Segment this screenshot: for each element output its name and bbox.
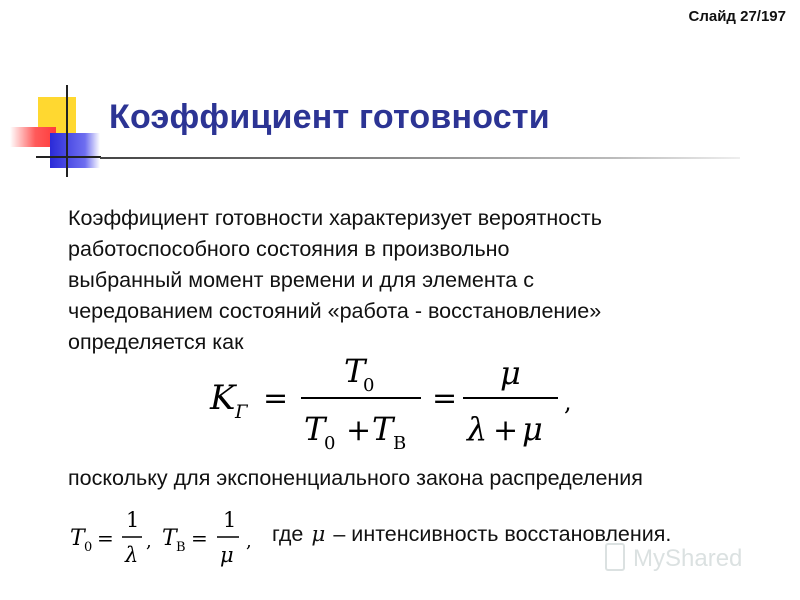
body-line: выбранный момент времени и для элемента с xyxy=(68,268,534,292)
horizontal-line-decoration xyxy=(36,156,101,158)
numerator-one: 1 xyxy=(126,508,140,532)
formula-comma: , xyxy=(564,388,572,416)
formula-equals: = xyxy=(432,381,458,416)
explanation-text: поскольку для экспоненциального закона распределения xyxy=(68,466,643,490)
body-line: Коэффициент готовности характеризует вероятность xyxy=(68,206,602,230)
t0-symbol: T xyxy=(70,526,85,551)
formula-denominator-t0-sub: 0 xyxy=(324,433,336,454)
formula-equals: = xyxy=(263,381,289,416)
formula-mu: μ xyxy=(522,410,543,448)
mu-symbol: μ xyxy=(311,522,326,547)
t0-subscript: 0 xyxy=(84,540,93,555)
slide-title: Коэффициент готовности xyxy=(109,98,550,136)
body-line: работоспособного состояния в произвольно xyxy=(68,237,510,261)
body-paragraph xyxy=(68,203,748,358)
lambda-symbol: λ xyxy=(125,543,139,567)
formula-denominator-tv-sub: В xyxy=(393,433,407,454)
formula-plus: + xyxy=(493,413,519,448)
mu-symbol: μ xyxy=(220,543,234,567)
title-underline xyxy=(100,157,740,159)
formula-denominator-t0: T xyxy=(304,410,326,448)
watermark-text: MyShared xyxy=(633,545,743,572)
equals-sign: = xyxy=(191,526,208,550)
formula-numerator-t: T xyxy=(344,352,366,390)
availability-formula xyxy=(208,352,588,462)
tv-subscript: В xyxy=(176,540,186,555)
title-decoration xyxy=(0,0,120,190)
vertical-line-decoration xyxy=(66,85,68,177)
mu-definition-text: – интенсивность восстановления. xyxy=(333,522,672,546)
tv-symbol: T xyxy=(162,526,177,551)
numerator-one: 1 xyxy=(223,508,237,532)
formula-lhs: K xyxy=(210,378,236,418)
formula-lambda: λ xyxy=(467,410,488,448)
mean-times-formula xyxy=(66,505,266,575)
formula-plus: + xyxy=(346,413,372,448)
slide-counter: Слайд 27/197 xyxy=(688,8,786,25)
watermark-icon xyxy=(606,544,624,570)
watermark-logo xyxy=(603,538,773,578)
formula-denominator-tv: T xyxy=(372,410,394,448)
body-line: определяется как xyxy=(68,330,244,354)
equals-sign: = xyxy=(97,526,114,550)
body-line: чередованием состояний «работа - восстановление» xyxy=(68,299,602,323)
formula-mu: μ xyxy=(500,354,521,392)
where-word: где xyxy=(272,522,304,546)
separator-comma: , xyxy=(146,531,152,552)
trailing-comma: , xyxy=(246,531,252,552)
formula-numerator-sub: 0 xyxy=(363,375,375,396)
blue-square-decoration xyxy=(50,133,100,168)
formula-lhs-subscript: Г xyxy=(235,401,248,423)
